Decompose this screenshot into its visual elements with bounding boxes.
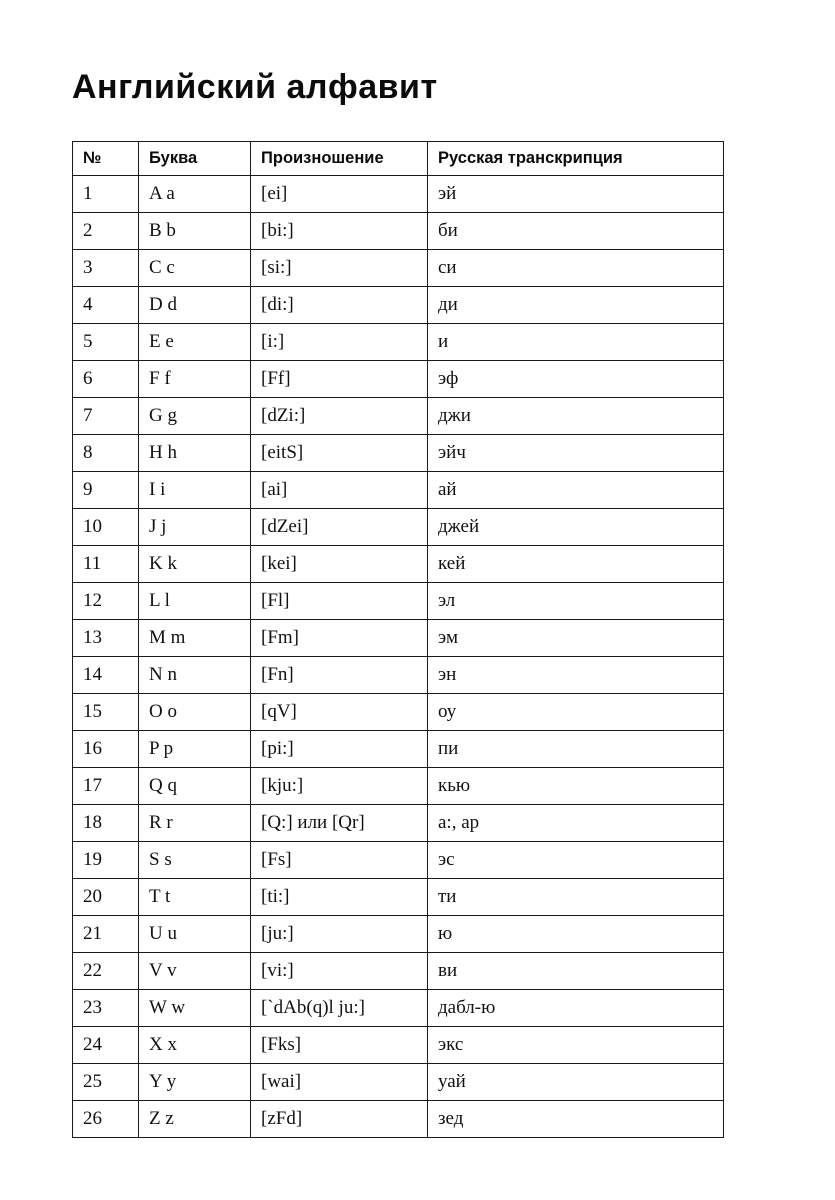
table-cell: 3	[73, 250, 139, 287]
alphabet-table	[72, 141, 724, 1138]
table-cell: B b	[139, 213, 251, 250]
table-cell: K k	[139, 546, 251, 583]
table-cell: 2	[73, 213, 139, 250]
table-cell: [zFd]	[251, 1101, 428, 1138]
table-cell: эм	[428, 620, 724, 657]
table-cell: [kei]	[251, 546, 428, 583]
table-cell: S s	[139, 842, 251, 879]
table-cell: T t	[139, 879, 251, 916]
table-row	[73, 472, 724, 509]
table-cell: [Ff]	[251, 361, 428, 398]
table-row	[73, 583, 724, 620]
table-cell: [vi:]	[251, 953, 428, 990]
table-cell: [di:]	[251, 287, 428, 324]
table-cell: 15	[73, 694, 139, 731]
table-cell: 7	[73, 398, 139, 435]
table-cell: [eitS]	[251, 435, 428, 472]
table-cell: F f	[139, 361, 251, 398]
table-cell: 11	[73, 546, 139, 583]
table-row	[73, 731, 724, 768]
table-cell: 20	[73, 879, 139, 916]
table-cell: и	[428, 324, 724, 361]
table-cell: 25	[73, 1064, 139, 1101]
table-cell: 8	[73, 435, 139, 472]
table-cell: 23	[73, 990, 139, 1027]
table-cell: 13	[73, 620, 139, 657]
table-cell: 16	[73, 731, 139, 768]
table-row	[73, 768, 724, 805]
table-header-cell: №	[73, 142, 139, 176]
table-cell: [si:]	[251, 250, 428, 287]
table-cell: 26	[73, 1101, 139, 1138]
table-cell: эн	[428, 657, 724, 694]
table-header-cell: Русская транскрипция	[428, 142, 724, 176]
table-cell: [Fs]	[251, 842, 428, 879]
table-cell: I i	[139, 472, 251, 509]
table-cell: X x	[139, 1027, 251, 1064]
table-cell: U u	[139, 916, 251, 953]
table-cell: 19	[73, 842, 139, 879]
table-cell: а:, ар	[428, 805, 724, 842]
table-cell: G g	[139, 398, 251, 435]
table-cell: [ai]	[251, 472, 428, 509]
table-cell: [wai]	[251, 1064, 428, 1101]
table-cell: кью	[428, 768, 724, 805]
table-cell: 24	[73, 1027, 139, 1064]
table-row	[73, 990, 724, 1027]
table-row	[73, 842, 724, 879]
alphabet-table-head	[73, 142, 724, 176]
table-cell: [pi:]	[251, 731, 428, 768]
table-cell: [ti:]	[251, 879, 428, 916]
table-cell: би	[428, 213, 724, 250]
table-cell: M m	[139, 620, 251, 657]
table-cell: экс	[428, 1027, 724, 1064]
table-row	[73, 1101, 724, 1138]
table-row	[73, 250, 724, 287]
table-cell: эф	[428, 361, 724, 398]
table-cell: R r	[139, 805, 251, 842]
table-row	[73, 879, 724, 916]
table-cell: пи	[428, 731, 724, 768]
table-cell: ю	[428, 916, 724, 953]
table-header-cell: Буква	[139, 142, 251, 176]
table-header-cell: Произношение	[251, 142, 428, 176]
table-cell: джей	[428, 509, 724, 546]
table-cell: ти	[428, 879, 724, 916]
table-cell: C c	[139, 250, 251, 287]
page-title: Английский алфавит	[72, 68, 438, 106]
table-cell: оу	[428, 694, 724, 731]
table-row	[73, 287, 724, 324]
table-cell: ай	[428, 472, 724, 509]
table-cell: [dZei]	[251, 509, 428, 546]
table-row	[73, 657, 724, 694]
table-row	[73, 546, 724, 583]
table-cell: [kju:]	[251, 768, 428, 805]
table-cell: Z z	[139, 1101, 251, 1138]
table-row	[73, 953, 724, 990]
table-cell: [`dAb(q)l ju:]	[251, 990, 428, 1027]
table-cell: 5	[73, 324, 139, 361]
table-cell: 1	[73, 176, 139, 213]
table-cell: ви	[428, 953, 724, 990]
table-row	[73, 1064, 724, 1101]
table-row	[73, 398, 724, 435]
table-cell: си	[428, 250, 724, 287]
table-header-row	[73, 142, 724, 176]
table-cell: L l	[139, 583, 251, 620]
table-cell: [i:]	[251, 324, 428, 361]
table-cell: [qV]	[251, 694, 428, 731]
table-cell: 10	[73, 509, 139, 546]
table-cell: 12	[73, 583, 139, 620]
table-cell: [dZi:]	[251, 398, 428, 435]
table-cell: дабл-ю	[428, 990, 724, 1027]
table-cell: [ju:]	[251, 916, 428, 953]
table-cell: эйч	[428, 435, 724, 472]
table-cell: Y y	[139, 1064, 251, 1101]
table-cell: эс	[428, 842, 724, 879]
table-cell: ди	[428, 287, 724, 324]
table-cell: E e	[139, 324, 251, 361]
table-row	[73, 435, 724, 472]
table-cell: [Fl]	[251, 583, 428, 620]
table-cell: V v	[139, 953, 251, 990]
table-row	[73, 213, 724, 250]
table-cell: [Fks]	[251, 1027, 428, 1064]
table-cell: джи	[428, 398, 724, 435]
table-cell: [Fn]	[251, 657, 428, 694]
table-cell: [Q:] или [Qr]	[251, 805, 428, 842]
table-cell: O o	[139, 694, 251, 731]
table-cell: зед	[428, 1101, 724, 1138]
table-cell: кей	[428, 546, 724, 583]
table-row	[73, 324, 724, 361]
table-row	[73, 361, 724, 398]
table-row	[73, 1027, 724, 1064]
table-cell: [bi:]	[251, 213, 428, 250]
table-cell: 6	[73, 361, 139, 398]
table-cell: 18	[73, 805, 139, 842]
table-cell: 22	[73, 953, 139, 990]
alphabet-table-body	[73, 176, 724, 1138]
table-row	[73, 694, 724, 731]
table-cell: P p	[139, 731, 251, 768]
table-cell: 14	[73, 657, 139, 694]
table-cell: 9	[73, 472, 139, 509]
table-cell: 21	[73, 916, 139, 953]
table-cell: [Fm]	[251, 620, 428, 657]
table-cell: уай	[428, 1064, 724, 1101]
table-row	[73, 805, 724, 842]
table-row	[73, 509, 724, 546]
table-cell: H h	[139, 435, 251, 472]
table-cell: 17	[73, 768, 139, 805]
table-cell: Q q	[139, 768, 251, 805]
table-cell: эл	[428, 583, 724, 620]
table-cell: эй	[428, 176, 724, 213]
table-row	[73, 620, 724, 657]
table-cell: N n	[139, 657, 251, 694]
table-cell: [ei]	[251, 176, 428, 213]
table-row	[73, 916, 724, 953]
table-cell: 4	[73, 287, 139, 324]
table-row	[73, 176, 724, 213]
table-cell: J j	[139, 509, 251, 546]
table-cell: D d	[139, 287, 251, 324]
table-cell: A a	[139, 176, 251, 213]
table-cell: W w	[139, 990, 251, 1027]
